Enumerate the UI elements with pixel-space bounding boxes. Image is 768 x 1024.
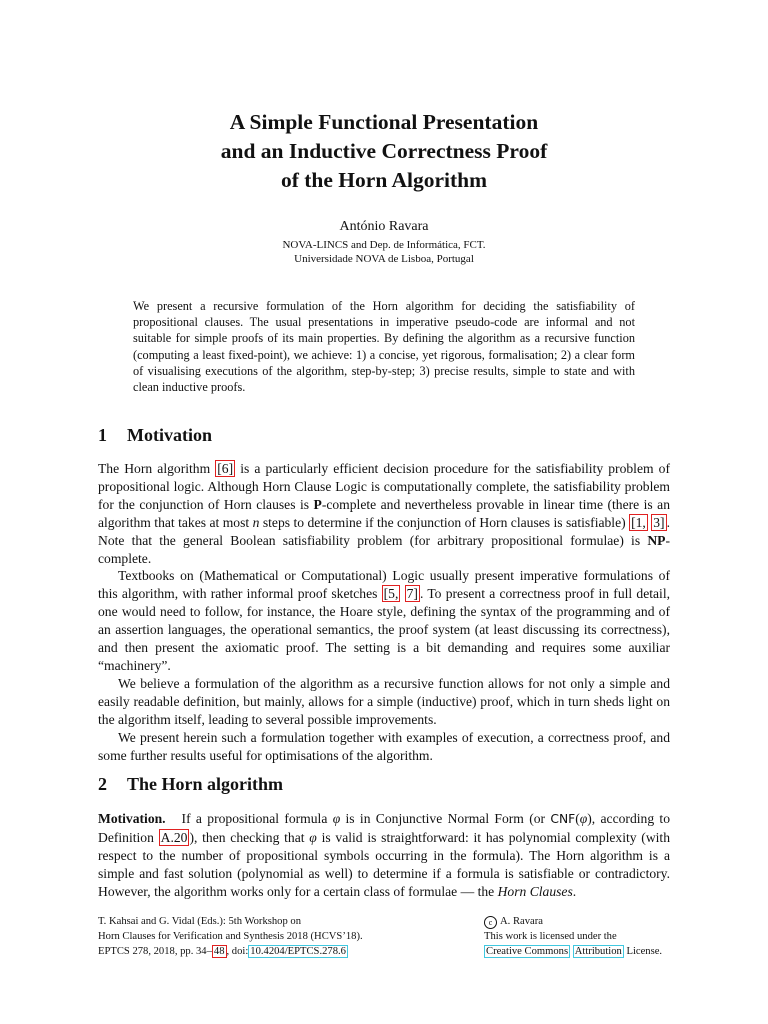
affiliation-line-1: NOVA-LINCS and Dep. de Informática, FCT.: [282, 239, 486, 251]
abstract-text: We present a recursive formulation of the Horn algorithm for deciding the satisfiability of propositional clauses. The usual presentations in imperative pseudo-code are informal and not suitable for simple proofs of its main properties. By defining the algorithm as a recursive function (computing a least fixed-point), we achieve: 1) a concise, yet rigorous, formalisation; 2) a clear form of visualising executions of the algorithm, step-by-step; 3) precise results, simple to state and with clean inductive proofs.: [133, 299, 635, 395]
abstract: [133, 298, 635, 395]
creative-commons-link[interactable]: Creative Commons: [486, 946, 569, 957]
doi-link[interactable]: 10.4204/EPTCS.278.6: [250, 946, 346, 957]
section-1-title: Motivation: [127, 425, 212, 445]
section-1-paragraph-3: We believe a formulation of the algorithm as a recursive function allows for not only a simple and easily readable definition, but mainly, allows for a simple (inductive) proof, which in turn sheds light on the algorithm itself, leading to several possible improvements.: [98, 675, 670, 727]
title-line-1: A Simple Functional Presentation: [229, 110, 539, 134]
paper-title: [0, 108, 768, 195]
title-line-3: of the Horn Algorithm: [280, 168, 488, 192]
citation-link[interactable]: [5,: [383, 586, 399, 602]
copyright-icon: c: [484, 916, 497, 929]
attribution-link[interactable]: Attribution: [574, 946, 622, 957]
section-1-heading: [98, 424, 212, 446]
definition-link[interactable]: A.20: [160, 829, 188, 845]
author-name: António Ravara: [339, 219, 429, 234]
section-1-paragraph-2: Textbooks on (Mathematical or Computational) Logic usually present imperative formulations of this algorithm, with rather informal proof sketches [5, 7] . To present a correctness proof in full detail, one would need to follow, for instance, the Hoare style, defining the syntax of the programming and of an assertion languages, the operational semantics, the proof system (at least discussing its correctness), and then present the axiomatic proof. The setting is a bit demanding and requires some auxiliar “machinery”.: [98, 568, 670, 673]
page-end-link[interactable]: 48: [213, 946, 225, 957]
citation-link[interactable]: 3]: [653, 514, 665, 530]
section-2-paragraph-1: Motivation. If a propositional formula φ is in Conjunctive Normal Form (or CNF(φ), according to Definition A.20 ), then checking that φ is valid is straightforward: it has polynomial complexity (with respect to the number of propositional symbols occurring in the formula). The Horn algorithm is a simple and fast solution (polynomial as well) to determine if a formula is satisfiable or contradictory. However, the algorithm works only for a certain class of formulae — the Horn Clauses.: [98, 811, 671, 899]
section-1-body: [98, 460, 670, 764]
section-1-number: 1: [98, 425, 107, 445]
section-2-number: 2: [98, 774, 107, 794]
affiliation: [0, 238, 768, 266]
title-line-2: and an Inductive Correctness Proof: [220, 139, 548, 163]
citation-link[interactable]: 7]: [406, 586, 418, 602]
citation-link[interactable]: [6]: [217, 461, 234, 476]
section-2-heading: [98, 773, 283, 795]
affiliation-line-2: Universidade NOVA de Lisboa, Portugal: [294, 253, 474, 265]
section-1-paragraph-4: We present herein such a formulation together with examples of execution, a correctness proof, and some further results useful for optimisations of the algorithm.: [98, 729, 670, 763]
footer-publication-info: T. Kahsai and G. Vidal (Eds.): 5th Workshop on Horn Clauses for Verification and Synthesis 2018 (HCVS’18). EPTCS 278, 2018, pp. 34– 48 , doi: 10.4204/EPTCS.278.6: [98, 916, 363, 957]
section-1-paragraph-1: The Horn algorithm [6] is a particularly efficient decision procedure for the satisfiability problem of propositional logic. Although Horn Clause Logic is computationally complete, the satisfiability problem for the conjunction of Horn clauses is P-complete and nevertheless provable in linear time (there is an algorithm that takes at most n steps to determine if the conjunction of Horn clauses is satisfiable) [1, 3] . Note that the general Boolean satisfiability problem (for arbitrary propositional formulae) is NP-complete.: [98, 461, 671, 566]
citation-link[interactable]: [1,: [631, 514, 646, 530]
footer-license-info: c A. Ravara This work is licensed under the Creative Commons Attribution License.: [484, 916, 663, 957]
section-2-body: [98, 810, 670, 901]
section-2-title: The Horn algorithm: [127, 774, 283, 794]
